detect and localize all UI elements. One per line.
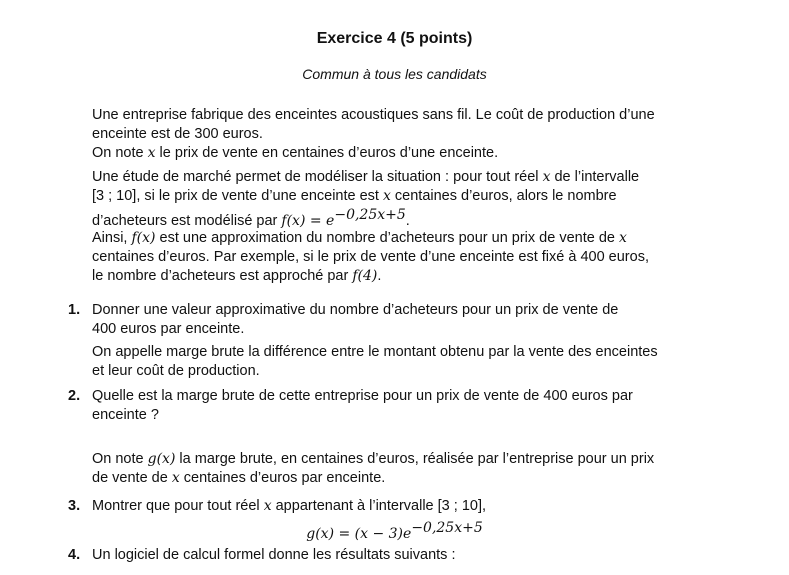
question-line: Un logiciel de calcul formel donne les résultats suivants : bbox=[92, 547, 456, 563]
gross-margin-definition bbox=[92, 343, 696, 381]
intro-paragraph-model bbox=[92, 168, 696, 231]
note-line: de vente de x centaines d’euros par enceinte. bbox=[92, 470, 386, 486]
exercise-subtitle: Commun à tous les candidats bbox=[302, 66, 487, 82]
question-line: Donner une valeur approximative du nombre d’acheteurs pour un prix de vente de bbox=[92, 302, 619, 318]
definition-line: On appelle marge brute la différence entre le montant obtenu par la vente des enceintes bbox=[92, 344, 658, 360]
intro-paragraph-1 bbox=[92, 106, 696, 163]
margin-formula: $g(x) = (x - 3)e^{-0,25x+5}$ bbox=[306, 520, 483, 542]
question-4 bbox=[92, 546, 696, 565]
question-number: 1. bbox=[68, 302, 81, 318]
question-number: 4. bbox=[68, 547, 81, 563]
question-number: 3. bbox=[68, 498, 81, 514]
intro-line: [3 ; 10], si le prix de vente d’une enceinte est x centaines d’euros, alors le nombre bbox=[92, 188, 617, 204]
intro-line-model-formula: d’acheteurs est modélisé par $f(x) = e^{-0,25x+5}$. bbox=[92, 207, 410, 229]
intro-line: Une entreprise fabrique des enceintes acoustiques sans fil. Le coût de production d’une bbox=[92, 107, 655, 123]
question-3 bbox=[92, 497, 696, 516]
question-1 bbox=[92, 301, 696, 339]
question-line: enceinte ? bbox=[92, 407, 159, 423]
question-line: 400 euros par enceinte. bbox=[92, 321, 245, 337]
intro-line: Ainsi, f(x) est une approximation du nombre d’acheteurs pour un prix de vente de x bbox=[92, 230, 627, 246]
intro-paragraph-example bbox=[92, 229, 696, 286]
note-line: On note g(x) la marge brute, en centaines d’euros, réalisée par l’entreprise pour un prix bbox=[92, 451, 655, 467]
intro-line: Une étude de marché permet de modéliser la situation : pour tout réel x de l’intervalle bbox=[92, 169, 640, 185]
margin-function-note bbox=[92, 450, 696, 488]
definition-line: et leur coût de production. bbox=[92, 363, 260, 379]
question-line: Quelle est la marge brute de cette entreprise pour un prix de vente de 400 euros par bbox=[92, 388, 633, 404]
question-number: 2. bbox=[68, 388, 81, 404]
question-line: Montrer que pour tout réel x appartenant à l’intervalle [3 ; 10], bbox=[92, 498, 487, 514]
question-2 bbox=[92, 387, 696, 425]
intro-line-price-variable: On note x le prix de vente en centaines d’euros d’une enceinte. bbox=[92, 145, 499, 161]
intro-line: centaines d’euros. Par exemple, si le prix de vente d’une enceinte est fixé à 400 euros, bbox=[92, 249, 649, 265]
exercise-title: Exercice 4 (5 points) bbox=[316, 30, 473, 47]
intro-line: le nombre d’acheteurs est approché par f(4). bbox=[92, 268, 382, 284]
intro-line: enceinte est de 300 euros. bbox=[92, 126, 263, 142]
